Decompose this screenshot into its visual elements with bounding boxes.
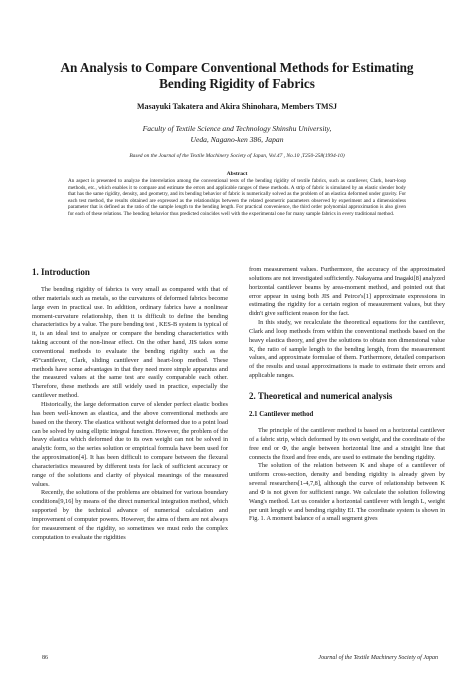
left-column [32, 266, 228, 542]
journal-footer: Journal of the Textile Machinery Society of Japan [318, 655, 438, 661]
section-heading-theory: 2. Theoretical and numerical analysis [249, 390, 393, 401]
abstract-heading: Abstract [226, 171, 248, 177]
paper-title [40, 60, 434, 92]
affiliation-line-2: Ueda, Nagano-ken 386, Japan [190, 134, 284, 144]
affiliation-line-1: Faculty of Textile Science and Technology Shinshu University, [142, 124, 332, 133]
page-number: 86 [42, 655, 48, 661]
subsection-heading-cantilever: 2.1 Cantilever method [249, 410, 314, 418]
title-line-1: An Analysis to Compare Conventional Methods for Estimating [60, 60, 414, 75]
body-paragraph: Recently, the solutions of the problems are obtained for various boundary conditions[9,16] by means of the direct numerical integration method, which supported by the technical advance of numerical calculation and improvement of computer powers. However, the aims of them are not always for measurement of the rigidity, so sometimes we must redo the complex computation to evaluate the rigidities [32, 489, 228, 541]
body-paragraph: from measurement values. Furthermore, the accuracy of the approximated solutions are not investigated sufficiently. Nakayama and Inagaki[8] analyzed horizontal cantilever beams by area-moment method, and pointed out that error appear in using both JIS and Peirce's[1] approximate expressions in estimating the rigidity for a certain region of measurement values, but they didn't give sufficient reason for the fact. [249, 266, 445, 318]
body-paragraph: In this study, we recalculate the theoretical equations for the cantilever, Clark and loop methods from within the conventional methods based on the heavy elastica theory, and give the solutions to obtain non dimensional value K, the ratio of sample length to the bending length, from the measurement values, and approximate formulae of them. Furthermore, detailed comparison of the results and usual approximations is made to estimate their errors and applicable ranges. [249, 319, 445, 380]
right-column [249, 266, 445, 524]
section-heading-introduction: 1. Introduction [32, 267, 90, 277]
body-paragraph: The solution of the relation between K and shape of a cantilever of uniform cross-section, density and bending rigidity is already given by several researchers[1-4,7,8], although the curve of relationship between K and Φ is not given for sufficient range. We calculate the solution following Wang's method. Let us consider a horizontal cantilever with length L, weight per unit length w and bending rigidity EI. The coordinate system is shown in Fig. 1. A moment balance of a small segment gives [249, 462, 445, 523]
title-line-2: Bending Rigidity of Fabrics [159, 76, 315, 91]
affiliation [40, 124, 434, 145]
body-paragraph: Historically, the large deformation curve of slender perfect elastic bodies has been well-known as elastica, and the above conventional methods are based on the theory. The elastica without weight deformed due to a point load can be solved by using elliptic integral function. However, the problem of the heavy elastica which deformed due to its own weight can not be solved in analytic form, so the series solution or empirical formula have been used for the approximation[4]. It has been difficult to compare between the flexural characteristics measured by different tests for lack of sufficient accuracy or range of the solutions and clarity of physical meanings of the measured values. [32, 400, 228, 488]
abstract-text: An aspect is presented to analyze the interrelation among the conventional tests of the bending rigidity of textile fabrics, such as cantilever, Clark, heart-loop methods, etc., which enables it to compare and estimate the errors and applicable ranges of these methods. A strip of fabric is simulated by an elastic slender body that has the same rigidity, density, and geometry, and its bending behavior of fabric is numerically solved as the problem of an elastica deformed under gravity. For each test method, the results obtained are expressed as the relationships between the related geometric parameters observed by experiment and a dimensionless parameter that is defined as the ratio of the sample length to the bending length. For practical convenience, the third order polynomial approximation is also given for each of these relations. The bending behavior thus predicted coincides well with the experimental one for many sample fabrics in every traditional method. [68, 178, 406, 217]
body-paragraph: The bending rigidity of fabrics is very small as compared with that of other materials such as metals, so the curvatures of deformed fabrics become large even in practical use. In addition, ordinary fabrics have a nonlinear moment-curvature relationship, then it is difficult to define the bending characteristics by a value. The pure bending test , KES-B system is typical of it, is an ideal test to analyze or compare the bending characteristics with taking account of the non-linear effect. On the other hand, JIS takes some conventional methods to evaluate the bending rigidity such as the 45°cantilever, Clark, sliding cantilever and heart-loop method. These methods have some advantages in that they need more simple apparatus and the measured values at the same test are easily comparable each other. Therefore, these methods are still widely used in practice, especially the cantilever method. [32, 286, 228, 400]
body-paragraph: The principle of the cantilever method is based on a horizontal cantilever of a fabric strip, which deformed by its own weight, and the coordinate of the free end or Φ, the angle between horizontal line and a straight line that connects the fixed and free ends, are used to estimate the bending rigidity. [249, 426, 445, 461]
based-on-note: Based on the Journal of the Textile Machinery Society of Japan, Vol.47 , No.10 ,T250-258(1994-10) [129, 153, 345, 159]
authors: Masayuki Takatera and Akira Shinohara, Members TMSJ [136, 102, 338, 111]
